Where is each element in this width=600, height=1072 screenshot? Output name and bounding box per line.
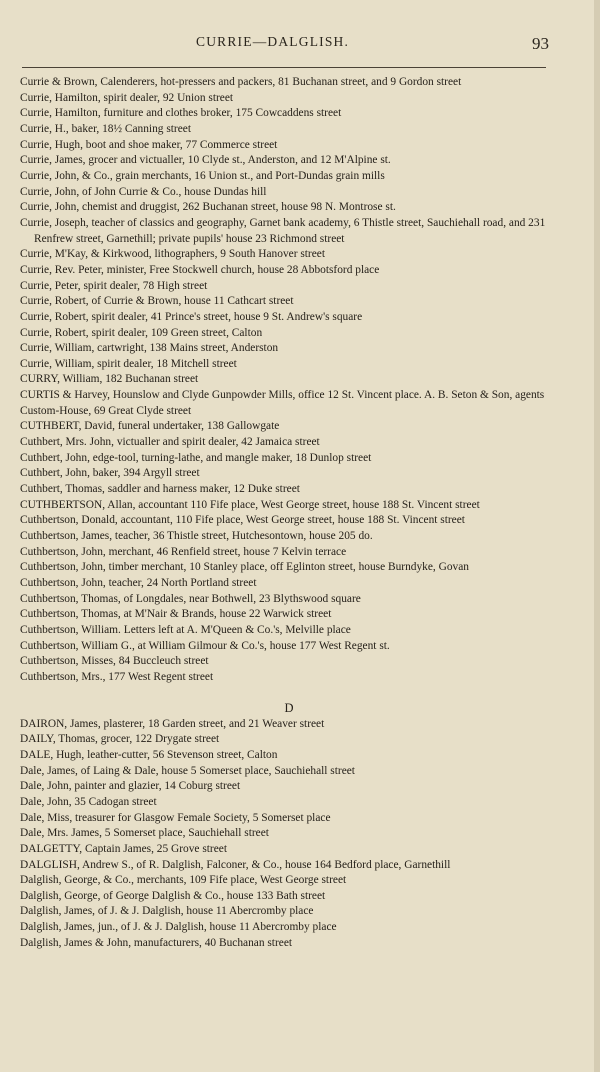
directory-entry: Cuthbertson, Misses, 84 Buccleuch street (20, 655, 209, 668)
header-rule (22, 67, 546, 68)
directory-entry: Cuthbertson, Donald, accountant, 110 Fife place, West George street, house 188 St. Vincent street (20, 514, 465, 527)
directory-entry: Cuthbertson, Thomas, of Longdales, near Bothwell, 23 Blythswood square (20, 592, 361, 605)
directory-entry: Cuthbertson, John, teacher, 24 North Portland street (20, 577, 257, 589)
directory-entry: Currie, Rev. Peter, minister, Free Stockwell church, house 28 Abbotsford place (20, 263, 380, 276)
directory-entry: Dale, John, 35 Cadogan street (20, 795, 157, 808)
directory-entry: Dalglish, James, of J. & J. Dalglish, house 11 Abercromby place (20, 905, 314, 918)
directory-entry: Currie, William, spirit dealer, 18 Mitchell street (20, 357, 237, 370)
page-edge-shadow (594, 0, 600, 1072)
directory-entry: CUTHBERT, David, funeral undertaker, 138 Gallowgate (20, 420, 280, 433)
directory-entry: Currie, John, & Co., grain merchants, 16 Union st., and Port-Dundas grain mills (20, 169, 385, 182)
directory-entry: Currie, H., baker, 18½ Canning street (20, 122, 191, 135)
directory-entry: Cuthbertson, William. Letters left at A. M'Queen & Co.'s, Melville place (20, 623, 351, 636)
directory-entry: Currie, Robert, of Currie & Brown, house 11 Cathcart street (20, 295, 294, 308)
page-number: 93 (532, 34, 549, 53)
directory-entry: Dale, James, of Laing & Dale, house 5 Somerset place, Sauchiehall street (20, 764, 355, 777)
directory-column (20, 75, 558, 951)
directory-entry: Cuthbert, John, baker, 394 Argyll street (20, 467, 200, 480)
c-entries (20, 75, 558, 686)
directory-entry: Currie, John, of John Currie & Co., house Dundas hill (20, 185, 267, 198)
directory-entry: CURRY, William, 182 Buchanan street (20, 373, 199, 386)
section-gap (20, 686, 558, 700)
directory-entry: Cuthbert, Mrs. John, victualler and spirit dealer, 42 Jamaica street (20, 436, 320, 449)
directory-entry: Cuthbertson, John, merchant, 46 Renfield street, house 7 Kelvin terrace (20, 545, 347, 558)
directory-entry: Currie, Hamilton, spirit dealer, 92 Union street (20, 91, 234, 104)
directory-entry: Dalglish, James, jun., of J. & J. Dalglish, house 11 Abercromby place (20, 921, 337, 934)
page-title: CURRIE—DALGLISH. (196, 34, 350, 49)
directory-entry: Currie, Peter, spirit dealer, 78 High street (20, 279, 208, 292)
directory-entry: Cuthbertson, John, timber merchant, 10 Stanley place, off Eglinton street, house Burndyke, Govan (20, 561, 469, 574)
directory-entry: Currie, William, cartwright, 138 Mains street, Anderston (20, 342, 279, 355)
directory-entry: Currie & Brown, Calenderers, hot-pressers and packers, 81 Buchanan street, and 9 Gordon street (20, 76, 462, 88)
directory-entry: DAIRON, James, plasterer, 18 Garden street, and 21 Weaver street (20, 717, 325, 730)
directory-entry: Dale, Mrs. James, 5 Somerset place, Sauchiehall street (20, 827, 269, 840)
directory-entry: Cuthbertson, William G., at William Gilmour & Co.'s, house 177 West Regent st. (20, 639, 390, 652)
directory-entry: Cuthbertson, James, teacher, 36 Thistle street, Hutchesontown, house 205 do. (20, 530, 373, 543)
directory-entry: Dalglish, George, & Co., merchants, 109 Fife place, West George street (20, 874, 347, 887)
running-head (0, 34, 600, 52)
directory-entry: Cuthbertson, Thomas, at M'Nair & Brands, house 22 Warwick street (20, 608, 332, 621)
directory-entry: Dale, John, painter and glazier, 14 Coburg street (20, 780, 241, 793)
directory-entry: CURTIS & Harvey, Hounslow and Clyde Gunpowder Mills, office 12 St. Vincent place. A. B. Seton & Son, agents (20, 389, 545, 402)
directory-entry: DAILY, Thomas, grocer, 122 Drygate street (20, 733, 220, 746)
directory-entry: Cuthbert, John, edge-tool, turning-lathe, and mangle maker, 18 Dunlop street (20, 451, 372, 464)
directory-entry: Currie, M'Kay, & Kirkwood, lithographers, 9 South Hanover street (20, 248, 326, 261)
directory-entry: Dalglish, James & John, manufacturers, 40 Buchanan street (20, 936, 293, 949)
directory-entry: Currie, Hugh, boot and shoe maker, 77 Commerce street (20, 138, 278, 151)
directory-entry: Currie, Hamilton, furniture and clothes broker, 175 Cowcaddens street (20, 107, 342, 120)
directory-entry: Cuthbert, Thomas, saddler and harness maker, 12 Duke street (20, 483, 300, 496)
d-entries (20, 717, 558, 952)
directory-entry: Currie, Joseph, teacher of classics and geography, Garnet bank academy, 6 Thistle street, Sauchiehall road, and 231 Renfrew street, Garnethill; private pupils' house 23 Richmond street (20, 216, 546, 245)
directory-entry: Dalglish, George, of George Dalglish & Co., house 133 Bath street (20, 889, 326, 902)
directory-entry: DALGLISH, Andrew S., of R. Dalglish, Falconer, & Co., house 164 Bedford place, Garnethill (20, 858, 451, 871)
directory-entry: Custom-House, 69 Great Clyde street (20, 404, 192, 417)
directory-entry: Dale, Miss, treasurer for Glasgow Female Society, 5 Somerset place (20, 811, 331, 824)
directory-entry: Currie, Robert, spirit dealer, 41 Prince's street, house 9 St. Andrew's square (20, 310, 363, 323)
directory-entry: Currie, Robert, spirit dealer, 109 Green street, Calton (20, 326, 263, 339)
directory-entry: Cuthbertson, Mrs., 177 West Regent street (20, 670, 214, 683)
directory-entry: Currie, James, grocer and victualler, 10 Clyde st., Anderston, and 12 M'Alpine st. (20, 154, 391, 167)
section-letter-heading: D (284, 700, 294, 715)
directory-entry: DALGETTY, Captain James, 25 Grove street (20, 842, 227, 855)
directory-entry: Currie, John, chemist and druggist, 262 Buchanan street, house 98 N. Montrose st. (20, 201, 396, 214)
directory-entry: DALE, Hugh, leather-cutter, 56 Stevenson street, Calton (20, 748, 278, 761)
directory-entry: CUTHBERTSON, Allan, accountant 110 Fife place, West George street, house 188 St. Vincent street (20, 498, 480, 511)
